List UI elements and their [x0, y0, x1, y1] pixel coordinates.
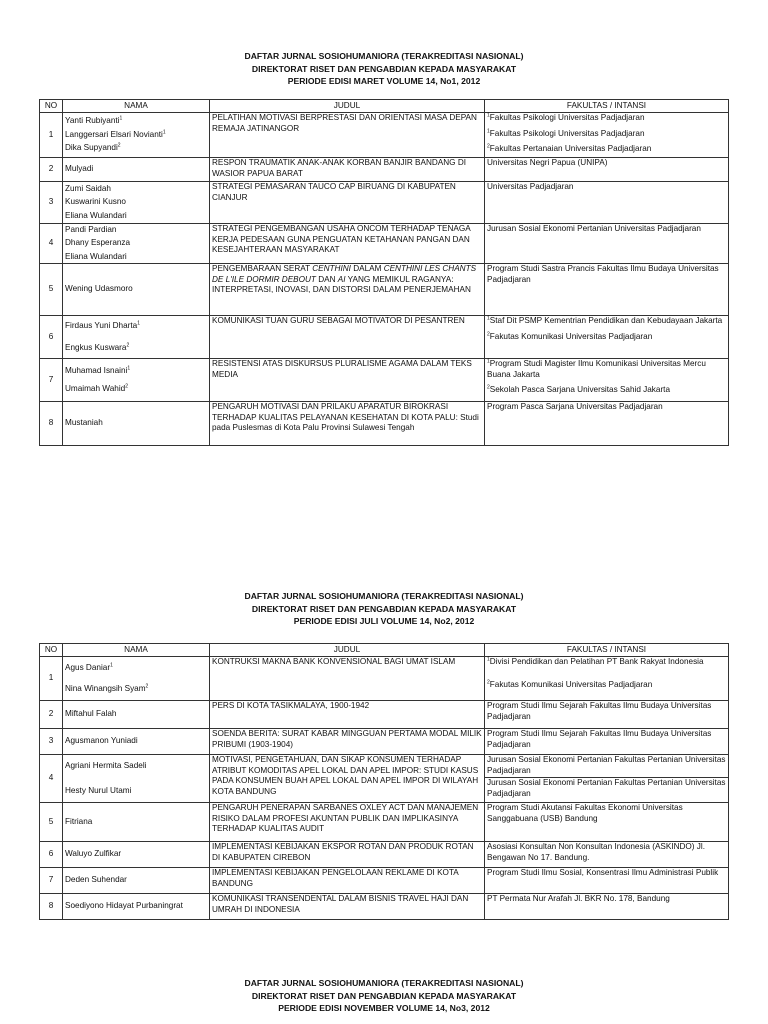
row-judul: KOMUNIKASI TUAN GURU SEBAGAI MOTIVATOR DI PESANTREN	[210, 316, 485, 359]
table-header-row	[40, 644, 729, 657]
affiliation: PT Permata Nur Arafah Jl. BKR No. 178, Bandung	[485, 894, 729, 920]
author-sup: 2	[117, 142, 121, 149]
row-judul: RESPON TRAUMATIK ANAK-ANAK KORBAN BANJIR BANDANG DI WASIOR PAPUA BARAT	[210, 158, 485, 182]
author-sup: 1	[110, 661, 113, 668]
table-row	[40, 264, 729, 316]
row-judul: IMPLEMENTASI KEBIJAKAN PENGELOLAAN REKLAME DI KOTA BANDUNG	[210, 868, 485, 894]
table-row	[40, 158, 729, 182]
author-name: Agus Daniar	[65, 662, 111, 672]
row-no: 1	[40, 113, 63, 158]
row-judul: SOENDA BERITA: SURAT KABAR MINGGUAN PERTAMA MODAL MILIK PRIBUMI (1903-1904)	[210, 729, 485, 755]
affiliation: Fakultas Pertanaian Universitas Padjadjaran	[489, 144, 652, 153]
author-name: Waluyo Zulfikar	[63, 842, 210, 868]
section2-table	[39, 643, 729, 920]
author-sup: 1	[119, 115, 123, 122]
col-header-no: NO	[40, 100, 63, 113]
section2-title2: DIREKTORAT RISET DAN PENGABDIAN KEPADA MASYARAKAT	[251, 603, 517, 614]
section2-title1: DAFTAR JURNAL SOSIOHUMANIORA (TERAKREDITASI NASIONAL)	[244, 591, 524, 601]
row-judul: PENGARUH PENERAPAN SARBANES OXLEY ACT DAN MANAJEMEN RISIKO DALAM PROFESI AKUNTAN PUBLIK DAN IMPLIKASINYA TERHADAP KUALITAS AUDIT	[210, 803, 485, 842]
affiliation: Program Studi Magister Ilmu Komunikasi Universitas Mercu Buana Jakarta	[487, 359, 706, 379]
affiliation: Program Studi Sastra Prancis Fakultas Ilmu Budaya Universitas Padjadjaran	[485, 264, 729, 316]
table-row	[40, 894, 729, 920]
table-row	[40, 182, 729, 224]
section1-title2: DIREKTORAT RISET DAN PENGABDIAN KEPADA MASYARAKAT	[251, 63, 517, 74]
author-name: Soediyono Hidayat Purbaningrat	[63, 894, 210, 920]
author-name: Muhamad Isnaini	[65, 365, 128, 375]
affil-sup: 1	[487, 358, 490, 365]
title-part: PENGARUH MOTIVASI DAN PRILAKU APARATUR BIROKRASI TERHADAP KUALITAS PELAYANAN KESEHATAN DI KOTA PALU:	[212, 402, 461, 422]
affiliation: Fakultas Psikologi Universitas Padjadjaran	[489, 128, 645, 138]
section1-title3: PERIODE EDISI MARET VOLUME 14, No1, 2012	[287, 76, 481, 86]
row-no: 2	[40, 158, 63, 182]
row-no: 1	[40, 657, 63, 701]
row-judul: IMPLEMENTASI KEBIJAKAN EKSPOR ROTAN DAN PRODUK ROTAN DI KABUPATEN CIREBON	[210, 842, 485, 868]
table-row	[40, 803, 729, 842]
author-sup: 2	[125, 383, 128, 390]
row-fakultas	[485, 316, 729, 359]
title-part: DALAM	[350, 264, 384, 273]
row-no: 4	[40, 755, 63, 803]
table-row	[40, 729, 729, 755]
row-judul	[210, 402, 485, 446]
author-name: Eliana Wulandari	[65, 251, 127, 261]
author-name: Agriani Hermita Sadeli	[65, 761, 147, 770]
row-fakultas	[485, 755, 729, 803]
row-judul: KONTRUKSI MAKNA BANK KONVENSIONAL BAGI UMAT ISLAM	[210, 657, 485, 701]
author-sup: 1	[162, 129, 166, 136]
affiliation: Program Studi Ilmu Sosial, Konsentrasi Ilmu Administrasi Publik	[485, 868, 729, 894]
section3-title3: PERIODE EDISI NOVEMBER VOLUME 14, No3, 2012	[278, 1003, 490, 1013]
author-sup: 1	[127, 364, 131, 371]
title-part-italic: AI	[337, 274, 346, 284]
author-sup: 1	[137, 320, 140, 327]
table-row	[40, 657, 729, 701]
row-judul: KOMUNIKASI TRANSENDENTAL DALAM BISNIS TRAVEL HAJI DAN UMRAH DI INDONESIA	[210, 894, 485, 920]
title-part: DAN	[315, 274, 338, 284]
affiliation: Staf Dit PSMP Kementrian Pendidikan dan Kebudayaan Jakarta	[489, 316, 723, 325]
author-name: Mulyadi	[63, 158, 210, 182]
author-name: Dika Supyandi	[65, 143, 118, 153]
affiliation: Fakutas Komunikasi Universitas Padjadjaran	[489, 679, 653, 689]
table-row	[40, 868, 729, 894]
author-name: Miftahul Falah	[63, 701, 210, 729]
row-no: 6	[40, 842, 63, 868]
affil-sup: 2	[487, 330, 490, 337]
author-name: Nina Winangsih Syam	[65, 684, 146, 693]
row-no: 4	[40, 224, 63, 264]
section3-title1: DAFTAR JURNAL SOSIOHUMANIORA (TERAKREDITASI NASIONAL)	[244, 978, 524, 988]
author-name: Pandi Pardian	[65, 224, 117, 234]
author-name: Langgersari Elsari Novianti	[65, 129, 163, 139]
author-sup: 2	[145, 683, 149, 690]
affil-sup: 2	[487, 678, 490, 685]
section3-header	[0, 977, 768, 1015]
author-name: Firdaus Yuni Dharta	[65, 321, 138, 330]
row-judul: PERS DI KOTA TASIKMALAYA, 1900-1942	[210, 701, 485, 729]
affiliation: Universitas Padjadjaran	[485, 182, 729, 224]
row-no: 5	[40, 264, 63, 316]
row-names	[63, 657, 210, 701]
row-names	[63, 182, 210, 224]
table-row	[40, 701, 729, 729]
author-sup: 2	[126, 341, 130, 348]
affiliation: Jurusan Sosial Ekonomi Pertanian Fakultas Pertanian Universitas Padjadjaran	[487, 778, 726, 798]
row-judul: STRATEGI PEMASARAN TAUCO CAP BIRUANG DI KABUPATEN CIANJUR	[210, 182, 485, 224]
title-part-italic: CENTHINI	[312, 264, 351, 273]
row-fakultas	[485, 657, 729, 701]
table-row	[40, 113, 729, 158]
row-no: 7	[40, 359, 63, 402]
row-names	[63, 359, 210, 402]
section1-title1: DAFTAR JURNAL SOSIOHUMANIORA (TERAKREDITASI NASIONAL)	[244, 51, 524, 61]
row-no: 7	[40, 868, 63, 894]
table-row	[40, 224, 729, 264]
row-judul: MOTIVASI, PENGETAHUAN, DAN SIKAP KONSUMEN TERHADAP ATRIBUT KOMODITAS APEL LOKAL DAN APEL IMPOR: STUDI KASUS PADA KONSUMEN BUAH APEL LOKAL DAN APEL IMPOR DI WILAYAH KOTA BANDUNG	[210, 755, 485, 803]
row-no: 3	[40, 729, 63, 755]
title-part-subtitle: Studi pada Puslesmas di Kota Palu Provinsi Sulawesi Tengah	[212, 412, 479, 432]
affiliation: Asosiasi Konsultan Non Konsultan Indonesia (ASKINDO) Jl. Bengawan No 17. Bandung.	[485, 842, 729, 868]
title-part-italic: CENTHINI LES CHANTS DE L'ILE DORMIR DEBOUT	[212, 264, 477, 284]
affiliation: Program Pasca Sarjana Universitas Padjadjaran	[485, 402, 729, 446]
row-names	[63, 755, 210, 803]
affil-sup: 1	[487, 656, 490, 663]
affiliation: Sekolah Pasca Sarjana Universitas Sahid Jakarta	[489, 385, 671, 394]
section2-header	[0, 590, 768, 628]
affil-sup: 2	[487, 143, 490, 150]
row-fakultas	[485, 113, 729, 158]
author-name: Engkus Kuswara	[65, 342, 127, 352]
author-name: Mustaniah	[63, 402, 210, 446]
author-name: Agusmanon Yuniadi	[63, 729, 210, 755]
author-name: Zumi Saidah	[65, 183, 111, 193]
affiliation: Jurusan Sosial Ekonomi Pertanian Fakultas Pertanian Universitas Padjadjaran	[485, 755, 728, 778]
row-fakultas	[485, 359, 729, 402]
col-header-nama: NAMA	[63, 100, 210, 113]
table-row	[40, 842, 729, 868]
row-no: 6	[40, 316, 63, 359]
section1-header	[0, 50, 768, 88]
author-name: Kuswarini Kusno	[65, 197, 126, 207]
affiliation: Universitas Negri Papua (UNIPA)	[485, 158, 729, 182]
affil-sup: 1	[487, 127, 490, 134]
title-part: YANG MEMIKUL RAGANYA: INTERPRETASI, INOVASI, DAN DISTORSI DALAM PENERJEMAHAN	[212, 274, 471, 294]
row-names	[63, 224, 210, 264]
row-no: 8	[40, 402, 63, 446]
row-no: 2	[40, 701, 63, 729]
affil-sup: 1	[487, 112, 490, 119]
affil-sup: 1	[487, 315, 490, 322]
row-judul	[210, 264, 485, 316]
author-name: Fitriana	[63, 803, 210, 842]
col-header-judul: JUDUL	[210, 644, 485, 657]
table-row	[40, 359, 729, 402]
row-names	[63, 113, 210, 158]
table-header-row	[40, 100, 729, 113]
col-header-nama: NAMA	[63, 644, 210, 657]
row-no: 3	[40, 182, 63, 224]
affiliation: Fakutas Komunikasi Universitas Padjadjaran	[489, 331, 653, 341]
affiliation: Divisi Pendidikan dan Pelatihan PT Bank Rakyat Indonesia	[489, 657, 704, 666]
affiliation: Fakultas Psikologi Universitas Padjadjaran	[489, 113, 645, 122]
author-name: Yanti Rubiyanti	[65, 116, 120, 126]
section2-title3: PERIODE EDISI JULI VOLUME 14, No2, 2012	[293, 616, 475, 626]
row-judul: RESISTENSI ATAS DISKURSUS PLURALISME AGAMA DALAM TEKS MEDIA	[210, 359, 485, 402]
row-judul: PELATIHAN MOTIVASI BERPRESTASI DAN ORIENTASI MASA DEPAN REMAJA JATINANGOR	[210, 113, 485, 158]
affiliation: Jurusan Sosial Ekonomi Pertanian Universitas Padjadjaran	[485, 224, 729, 264]
col-header-no: NO	[40, 644, 63, 657]
col-header-judul: JUDUL	[210, 100, 485, 113]
affiliation: Program Studi Ilmu Sejarah Fakultas Ilmu Budaya Universitas Padjadjaran	[485, 701, 729, 729]
section3-title2: DIREKTORAT RISET DAN PENGABDIAN KEPADA MASYARAKAT	[251, 990, 517, 1001]
author-name: Deden Suhendar	[63, 868, 210, 894]
affiliation: Program Studi Akutansi Fakultas Ekonomi Universitas Sanggabuana (USB) Bandung	[485, 803, 729, 842]
table-row	[40, 402, 729, 446]
table-row	[40, 316, 729, 359]
author-name: Dhany Esperanza	[65, 238, 131, 248]
col-header-fakultas: FAKULTAS / INTANSI	[485, 100, 729, 113]
author-name: Umaimah Wahid	[65, 384, 126, 393]
affiliation: Program Studi Ilmu Sejarah Fakultas Ilmu Budaya Universitas Padjadjaran	[485, 729, 729, 755]
table-row	[40, 755, 729, 803]
section1-table	[39, 99, 729, 446]
author-name: Eliana Wulandari	[65, 210, 127, 220]
affil-sup: 2	[487, 384, 490, 391]
row-names	[63, 316, 210, 359]
author-name: Hesty Nurul Utami	[65, 785, 132, 795]
row-no: 8	[40, 894, 63, 920]
title-part: PENGEMBARAAN SERAT	[212, 264, 313, 273]
row-judul: STRATEGI PENGEMBANGAN USAHA ONCOM TERHADAP TENAGA KERJA PEDESAAN GUNA PENGUATAN KETAHANAN PANGAN DAN KESEJAHTERAAN MASYARAKAT	[210, 224, 485, 264]
author-name: Wening Udasmoro	[63, 264, 210, 316]
col-header-fakultas: FAKULTAS / INTANSI	[485, 644, 729, 657]
row-no: 5	[40, 803, 63, 842]
